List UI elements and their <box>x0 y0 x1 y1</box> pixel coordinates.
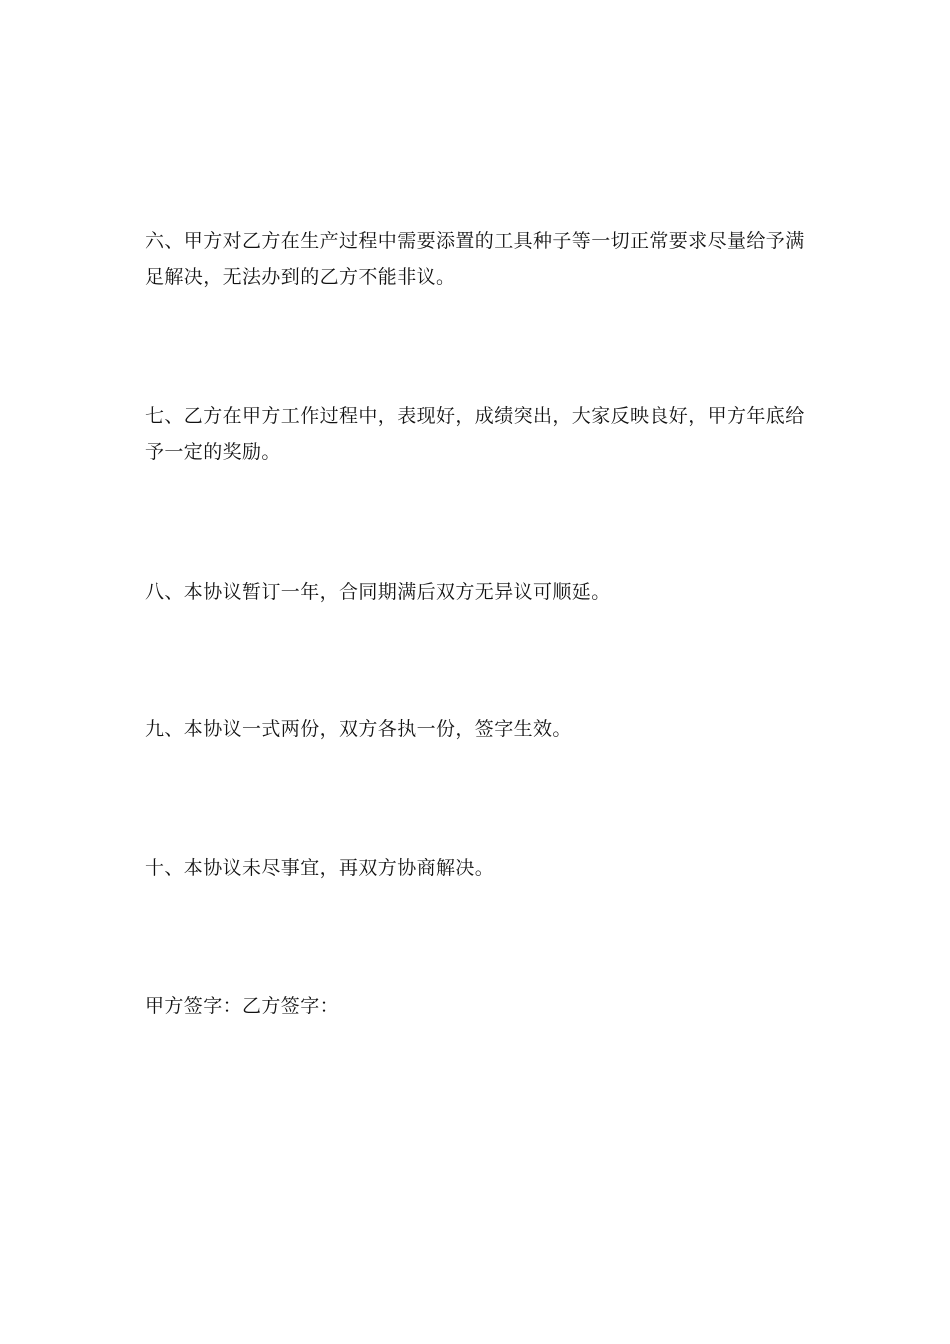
clause-six: 六、甲方对乙方在生产过程中需要添置的工具种子等一切正常要求尽量给予满足解决，无法办到的乙方不能非议。 <box>145 230 805 288</box>
signature-line: 甲方签字：乙方签字： <box>145 995 340 1017</box>
clause-ten: 十、本协议未尽事宜，再双方协商解决。 <box>145 857 495 879</box>
clause-seven: 七、乙方在甲方工作过程中，表现好，成绩突出，大家反映良好，甲方年底给予一定的奖励。 <box>145 405 805 463</box>
clause-eight: 八、本协议暂订一年，合同期满后双方无异议可顺延。 <box>145 581 611 603</box>
clause-nine: 九、本协议一式两份，双方各执一份，签字生效。 <box>145 718 572 740</box>
